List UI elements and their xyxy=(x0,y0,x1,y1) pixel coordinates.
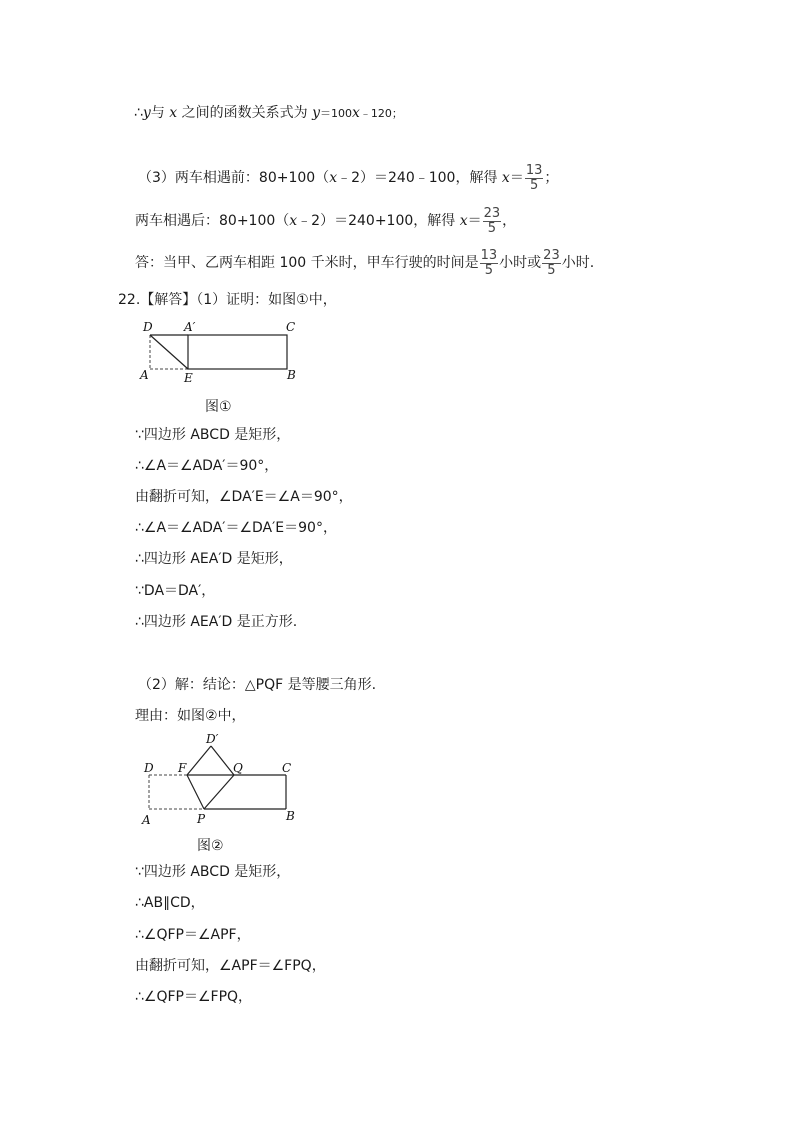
fig2-label-d: D xyxy=(144,761,154,775)
fig2-label-a: A xyxy=(142,813,151,827)
fig1-label-a: A xyxy=(140,368,149,382)
proof2-line-5: ∴∠QFP＝∠FPQ， xyxy=(135,989,253,1005)
figure-2-caption: 图② xyxy=(197,838,224,854)
figure-1-caption: 图① xyxy=(205,399,232,415)
proof1-line-4: ∴∠A＝∠ADA′＝∠DA′E＝90°， xyxy=(135,520,337,536)
fig2-label-f: F xyxy=(178,761,187,775)
fig2-label-c: C xyxy=(282,761,292,775)
proof2-line-3: ∴∠QFP＝∠APF， xyxy=(135,927,251,943)
before-meeting-line: （3）两车相遇前：80+100（x﹣2）＝240﹣100，解得 x＝ $\frac{13}{5}$ ； xyxy=(138,162,559,193)
function-relation-line: ∴y与 x 之间的函数关系式为 y＝100x﹣120； xyxy=(134,105,403,121)
answer-line: 答：当甲、乙两车相距 100 千米时，甲车行驶的时间是 $\frac{13}{5}$ 小时或 $\frac{23}{5}$ 小时. xyxy=(135,247,595,278)
fig1-label-d: D xyxy=(143,320,153,334)
after-meeting-line: 两车相遇后：80+100（x﹣2）＝240+100，解得 x＝ $\frac{23}{5}$ ， xyxy=(135,205,517,236)
fraction-13-5-answer: $\frac{13}{5}$ xyxy=(480,247,498,278)
proof2-line-4: 由翻折可知，∠APF＝∠FPQ， xyxy=(135,958,326,974)
fig1-label-c: C xyxy=(286,320,296,334)
fig1-label-e: E xyxy=(184,371,193,384)
reason-line: 理由：如图②中， xyxy=(135,708,246,724)
proof1-line-5: ∴四边形 AEA′D 是矩形， xyxy=(135,551,293,567)
q22-header: 22.【解答】（1）证明：如图①中， xyxy=(118,292,337,308)
proof1-line-3: 由翻折可知，∠DA′E＝∠A＝90°， xyxy=(135,489,353,505)
proof2-line-2: ∴AB∥CD， xyxy=(135,895,205,911)
fig2-label-b: B xyxy=(286,809,295,823)
fig1-label-b: B xyxy=(287,368,296,382)
figure-2 xyxy=(138,730,308,828)
figure-1 xyxy=(138,318,308,384)
part2-header: （2）解：结论：△PQF 是等腰三角形. xyxy=(138,677,377,693)
proof2-line-1: ∵四边形 ABCD 是矩形， xyxy=(135,864,291,880)
fig2-label-p: P xyxy=(197,812,206,826)
fig2-label-d-prime: D′ xyxy=(206,732,219,746)
fig1-label-a-prime: A′ xyxy=(184,320,196,334)
fraction-23-5-answer: $\frac{23}{5}$ xyxy=(543,247,560,278)
fig2-label-q: Q xyxy=(233,761,243,775)
proof1-line-2: ∴∠A＝∠ADA′＝90°， xyxy=(135,458,279,474)
proof1-line-1: ∵四边形 ABCD 是矩形， xyxy=(135,427,291,443)
proof1-line-7: ∴四边形 AEA′D 是正方形. xyxy=(135,614,298,630)
proof1-line-6: ∵DA＝DA′， xyxy=(135,583,216,599)
fraction-23-5: $\frac{23}{5}$ xyxy=(483,205,501,236)
fraction-13-5: $\frac{13}{5}$ xyxy=(525,162,543,193)
